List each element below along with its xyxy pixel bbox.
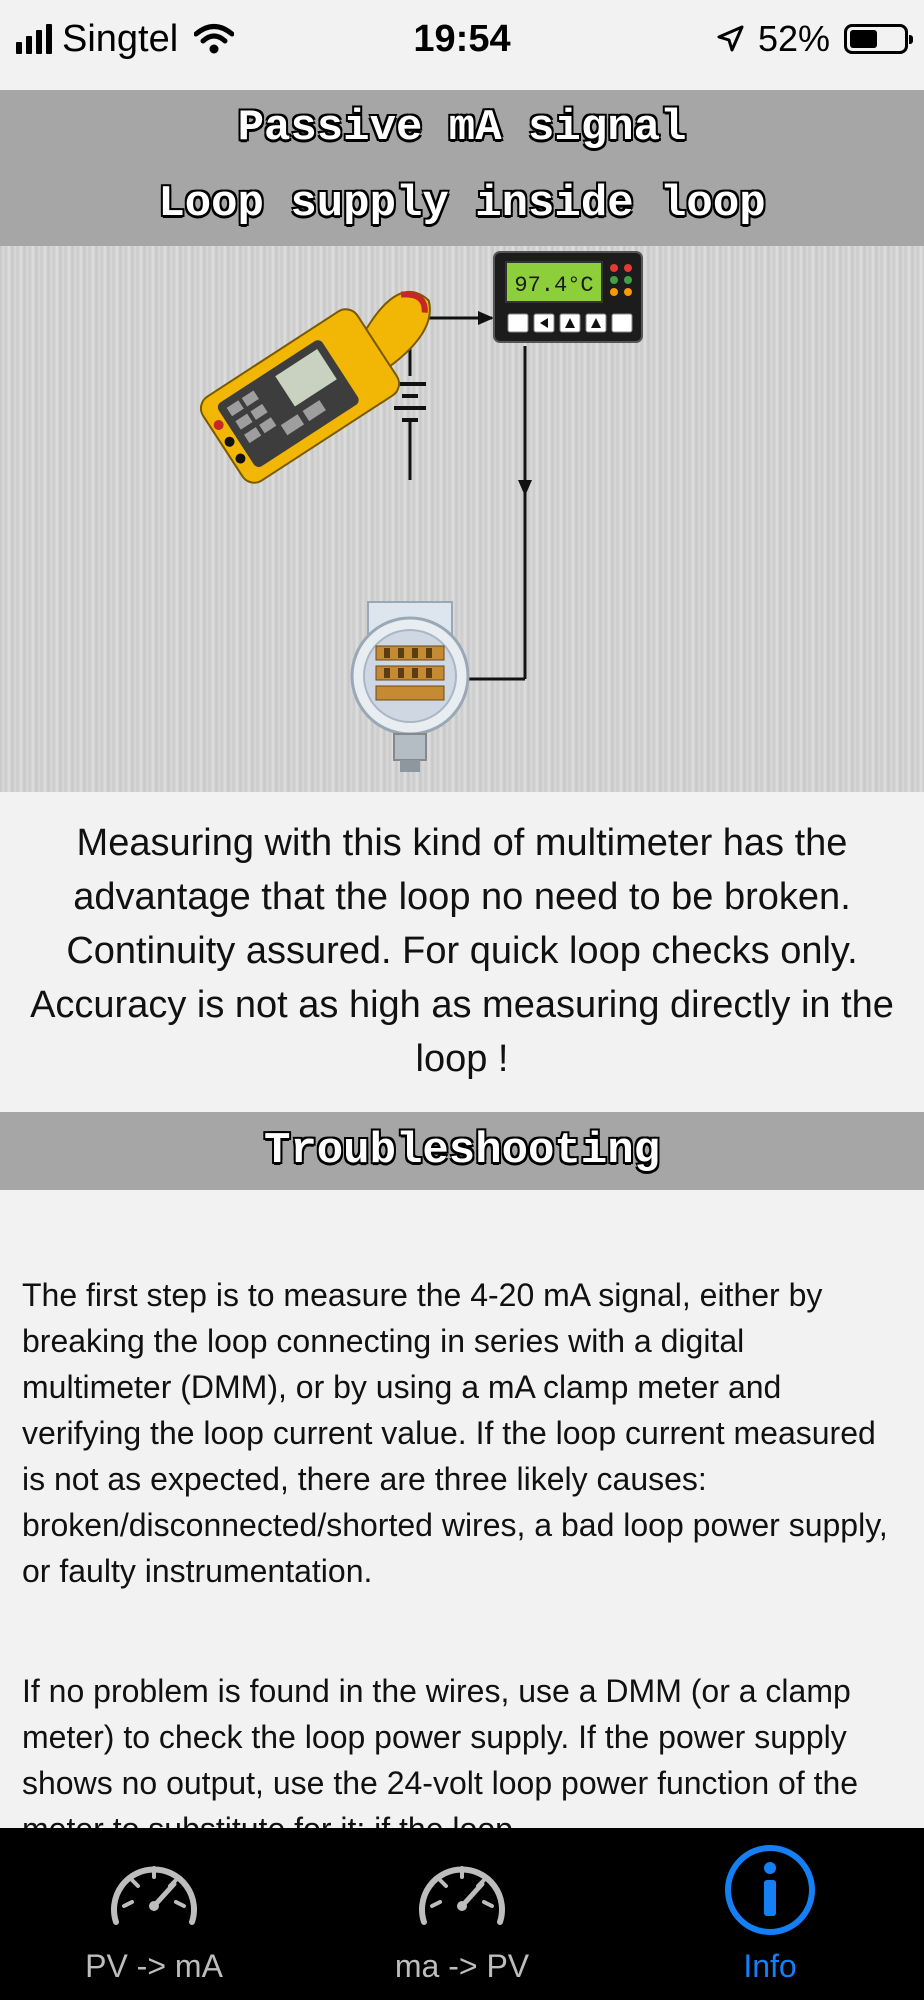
carrier-name: Singtel [62,17,179,60]
wifi-icon [194,23,234,55]
loop-diagram [0,246,924,792]
loop-diagram-illustration [0,246,924,792]
tab-label: Info [743,1948,797,1984]
wire-arrow-right [478,311,494,325]
tab-pv-to-ma[interactable] [0,1828,308,2000]
info-icon [720,1840,820,1940]
tab-label: ma -> PV [394,1948,530,1984]
transmitter-housing [352,602,468,772]
troubleshooting-paragraph-1: The first step is to measure the 4-20 mA signal, either by breaking the loop connecting in series with a digital multimeter (DMM), or by using a mA clamp meter and verifying the loop current value. If the loop current measured is not as expected, there are three likely causes: broken/disconnected/shorted wires, a bad loop power supply, or faulty instrumentation. [22,1277,888,1589]
wire-arrow-down [518,480,532,496]
display-reading: 97.4°C [514,273,594,298]
signal-icon [16,24,52,54]
tab-label: PV -> mA [85,1948,223,1984]
battery-percent: 52% [757,18,830,59]
header-subtitle: Loop supply inside loop [158,179,766,229]
tab-ma-to-pv[interactable] [308,1828,616,2000]
battery-icon [844,24,908,54]
measurement-description: Measuring with this kind of multimeter has the advantage that the loop no need to be broken. Continuity assured. For quick loop checks only. Accuracy is not as high as measuring directly in the loop ! [30,822,894,1080]
process-display [494,252,642,342]
gauge-icon [104,1850,204,1936]
tab-bar [0,1828,924,2000]
troubleshooting-paragraph-2: If no problem is found in the wires, use a DMM (or a clamp meter) to check the loop power supply. If the power supply shows no output, use the 24-volt loop power function of the [22,1673,859,1801]
status-time: 19:54 [413,18,511,60]
troubleshooting-title: Troubleshooting [0,1112,924,1190]
status-right [716,14,908,64]
header-title: Passive mA signal [237,103,687,153]
page-header [0,90,924,246]
gauge-icon [412,1850,512,1936]
clamp-meter [196,267,462,488]
status-bar [0,0,924,90]
battery-fill [850,30,877,48]
tab-info[interactable] [616,1828,924,2000]
status-left [16,14,234,64]
location-arrow-icon [716,25,744,53]
